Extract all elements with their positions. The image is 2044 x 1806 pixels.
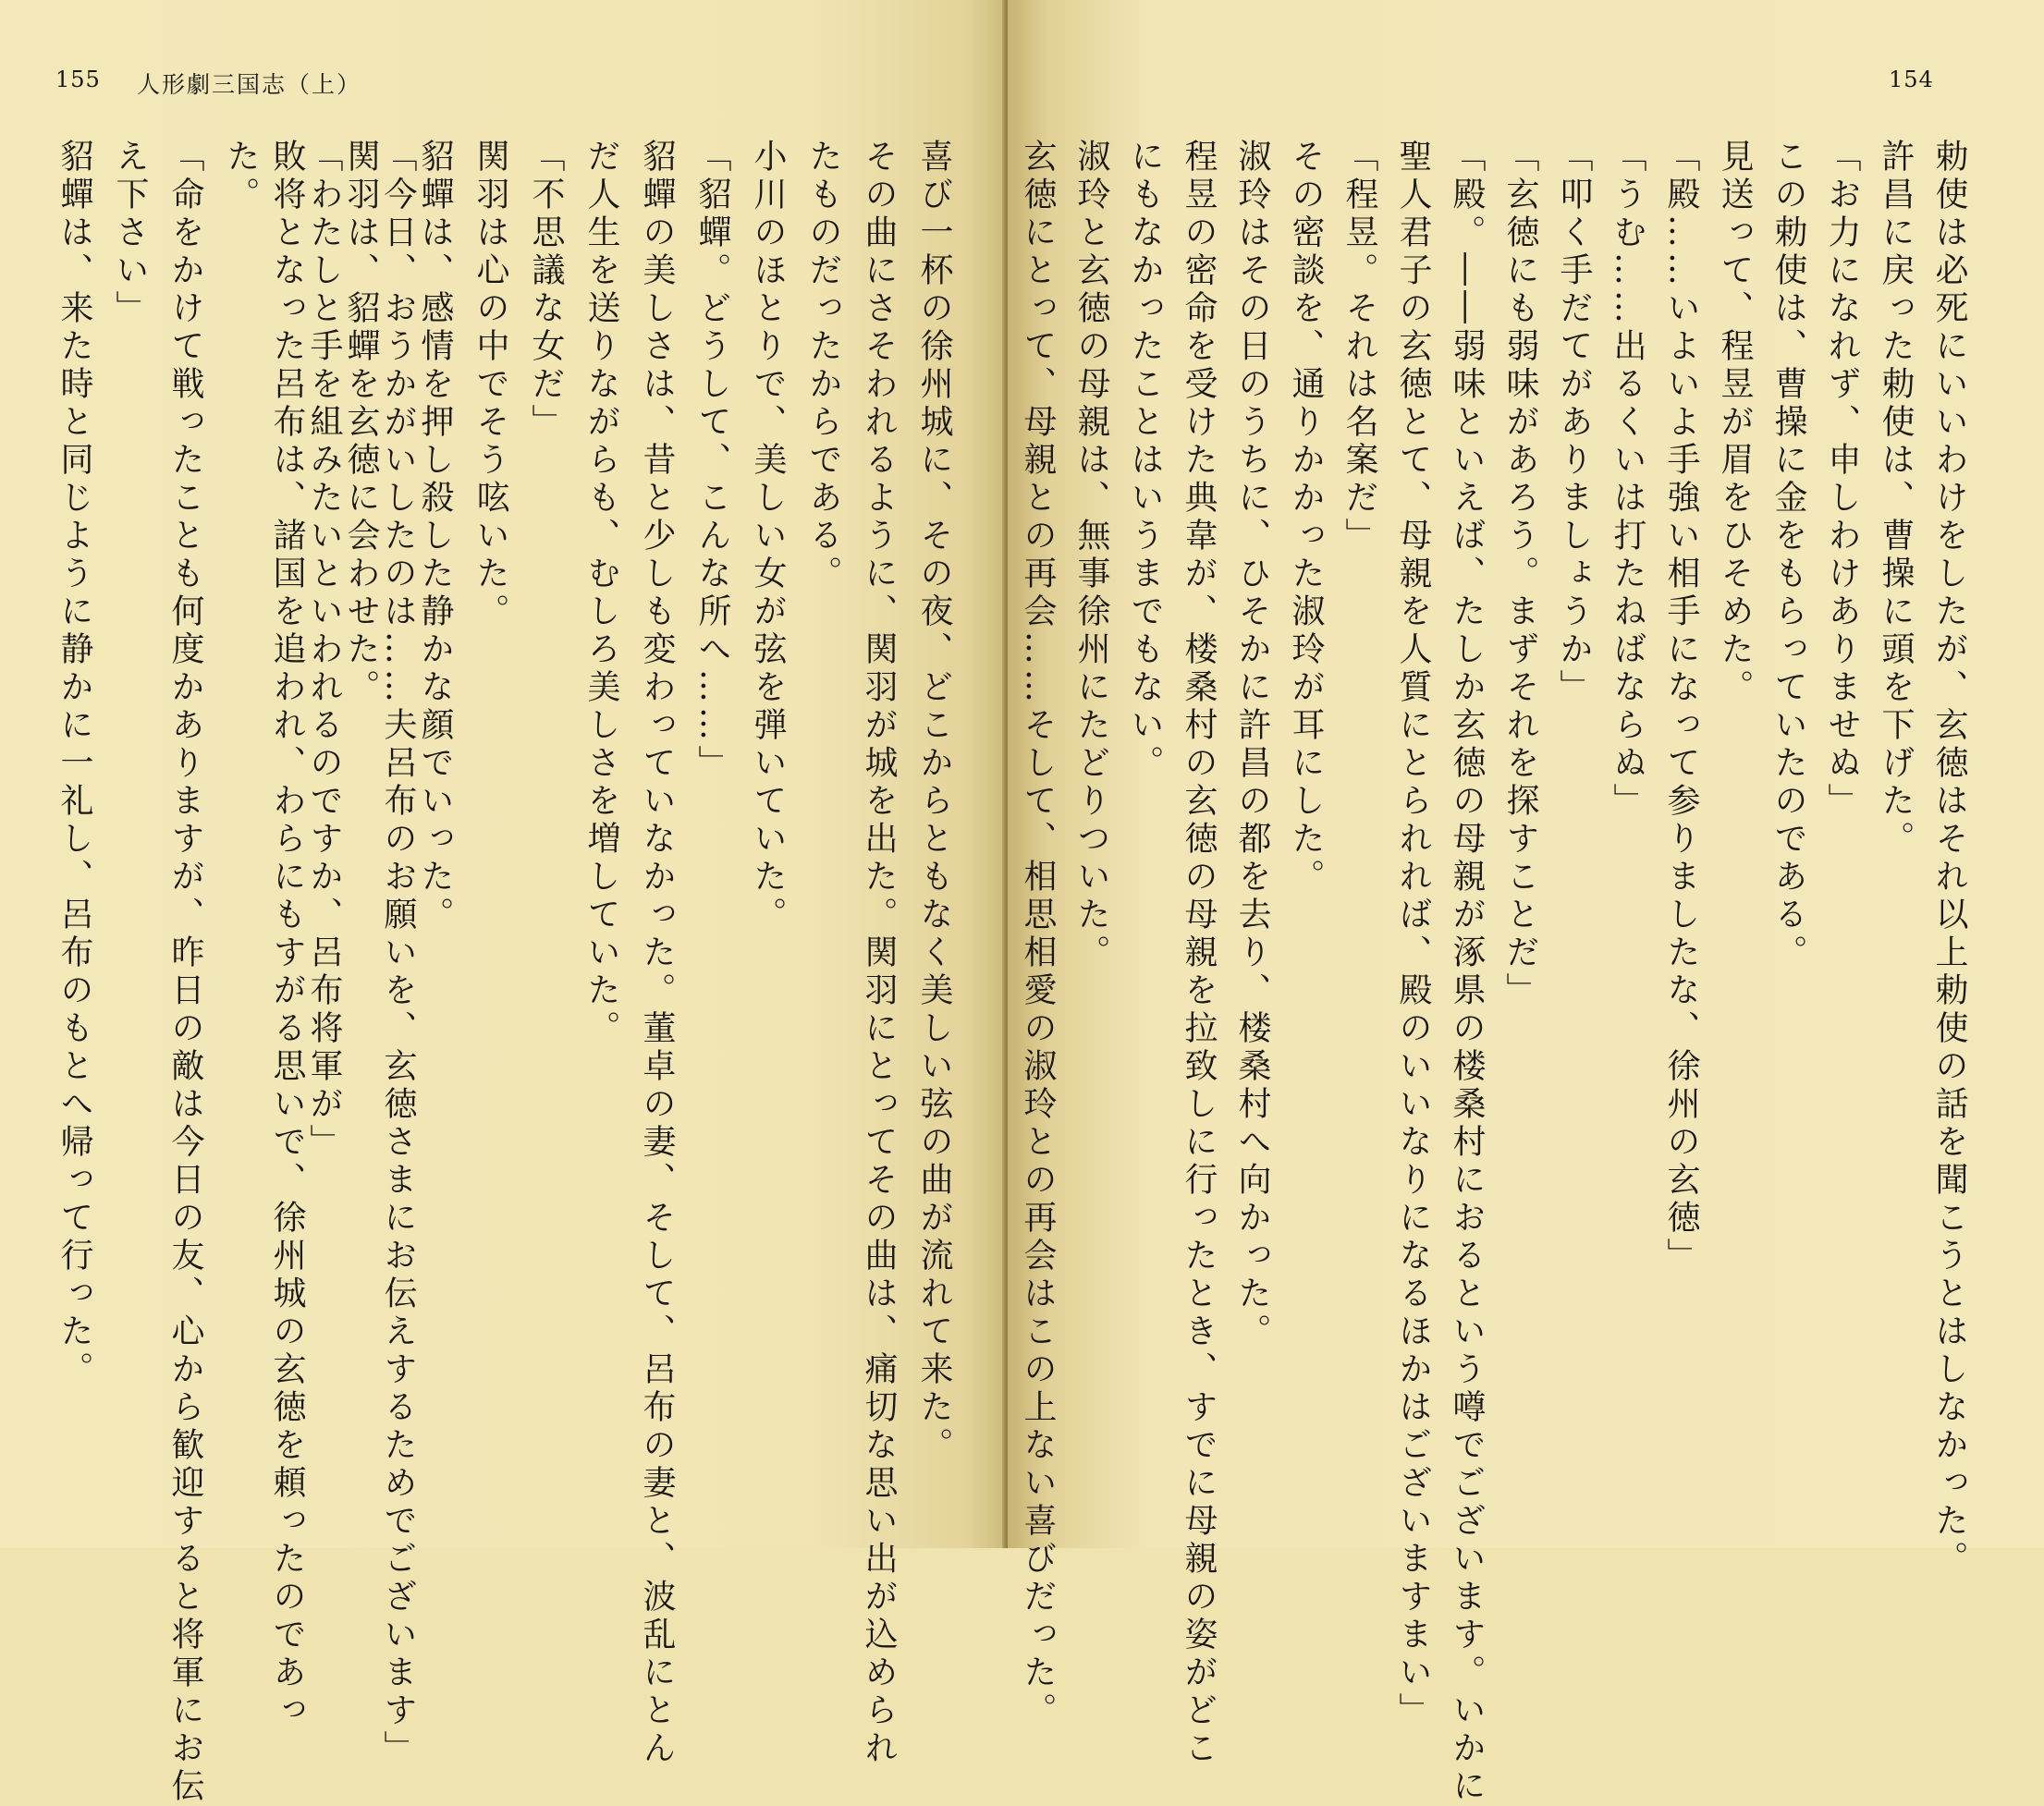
text-column: 「うむ……出るくいは打たねばならぬ」 [1609,139,1646,821]
text-column: 「命をかけて戦ったことも何度かありますが、昨日の敵は今日の友、心から歓迎すると将軍にお伝 [166,139,204,1806]
text-column: 「わたしと手を組みたいといわれるのですか、呂布将軍が」 [305,139,343,1162]
text-column: にもなかったことはいうまでもない。 [1126,139,1164,783]
text-column: 貂蟬の美しさは、昔と少しも変わっていなかった。董卓の妻、そして、呂布の妻と、波乱にとん [638,139,676,1768]
text-column: 「玄徳にも弱味があろう。まずそれを探すことだ」 [1501,139,1539,1010]
text-column: 関羽は、貂蟬を玄徳に会わせた。 [342,139,380,707]
text-column: 「程昱。それは名案だ」 [1340,139,1378,555]
text-column: 「殿……いよいよ手強い相手になって参りましたな、徐州の玄徳」 [1662,139,1700,1275]
running-title: 人形劇三国志（上） [137,71,362,98]
text-column: 勅使は必死にいいわけをしたが、玄徳はそれ以上勅使の話を聞こうとはしなかった。 [1930,139,1968,1579]
text-column: 「殿。――弱味といえば、たしか玄徳の母親が涿県の楼桑村におるという噂でございます。いかに [1448,139,1486,1806]
text-column: え下さい」 [111,139,149,328]
text-column: 「お力になれず、申しわけありませぬ」 [1823,139,1861,821]
text-column: 「今日、おうかがいしたのは……夫呂布のお願いを、玄徳さまにお伝えするためでございます」 [379,139,417,1768]
text-column: 淑玲はその日のうちに、ひそかに許昌の都を去り、楼桑村へ向かった。 [1233,139,1271,1351]
text-column: 敗将となった呂布は、諸国を追われ、わらにもすがる思いで、徐州城の玄徳を頼ったのであっ [268,139,306,1730]
left-page [0,0,1008,1806]
text-column: 許昌に戻った勅使は、曹操に頭を下げた。 [1877,139,1915,859]
right-page [1008,0,2044,1806]
text-column: この勅使は、曹操に金をもらっていたのである。 [1769,139,1807,972]
text-column: 貂蟬は、感情を押し殺した静かな顔でいった。 [416,139,454,934]
text-column: その密談を、通りかかった淑玲が耳にした。 [1287,139,1325,897]
left-page-number: 155 [55,67,101,92]
text-column: た。 [222,139,260,214]
text-column: たものだったからである。 [804,139,842,593]
text-column: 関羽は心の中でそう呟いた。 [471,139,509,631]
text-column: その曲にさそわれるように、関羽が城を出た。関羽にとってその曲は、痛切な思い出が込められ [860,139,898,1768]
text-column: 玄徳にとって、母親との再会……そして、相思相愛の淑玲との再会はこの上ない喜びだった。 [1019,139,1057,1730]
text-column: 「貂蟬。どうして、こんな所へ……」 [693,139,731,783]
text-column: 喜び一杯の徐州城に、その夜、どこからともなく美しい弦の曲が流れて来た。 [915,139,953,1465]
text-column: 「不思議な女だ」 [527,139,565,442]
right-page-number: 154 [1889,67,1934,92]
text-column: だ人生を送りながらも、むしろ美しさを増していた。 [582,139,620,1048]
text-column: 見送って、程昱が眉をひそめた。 [1716,139,1754,707]
text-column: 小川のほとりで、美しい女が弦を弾いていた。 [749,139,787,934]
text-column: 淑玲と玄徳の母親は、無事徐州にたどりついた。 [1072,139,1110,972]
text-column: 程昱の密命を受けた典韋が、楼桑村の玄徳の母親を拉致しに行ったとき、すでに母親の姿がどこ [1180,139,1218,1768]
text-column: 貂蟬は、来た時と同じように静かに一礼し、呂布のもとへ帰って行った。 [55,139,93,1389]
text-column: 聖人君子の玄徳とて、母親を人質にとられれば、殿のいいなりになるほかはございますまい」 [1394,139,1432,1730]
text-column: 「叩く手だてがありましょうか」 [1555,139,1593,707]
